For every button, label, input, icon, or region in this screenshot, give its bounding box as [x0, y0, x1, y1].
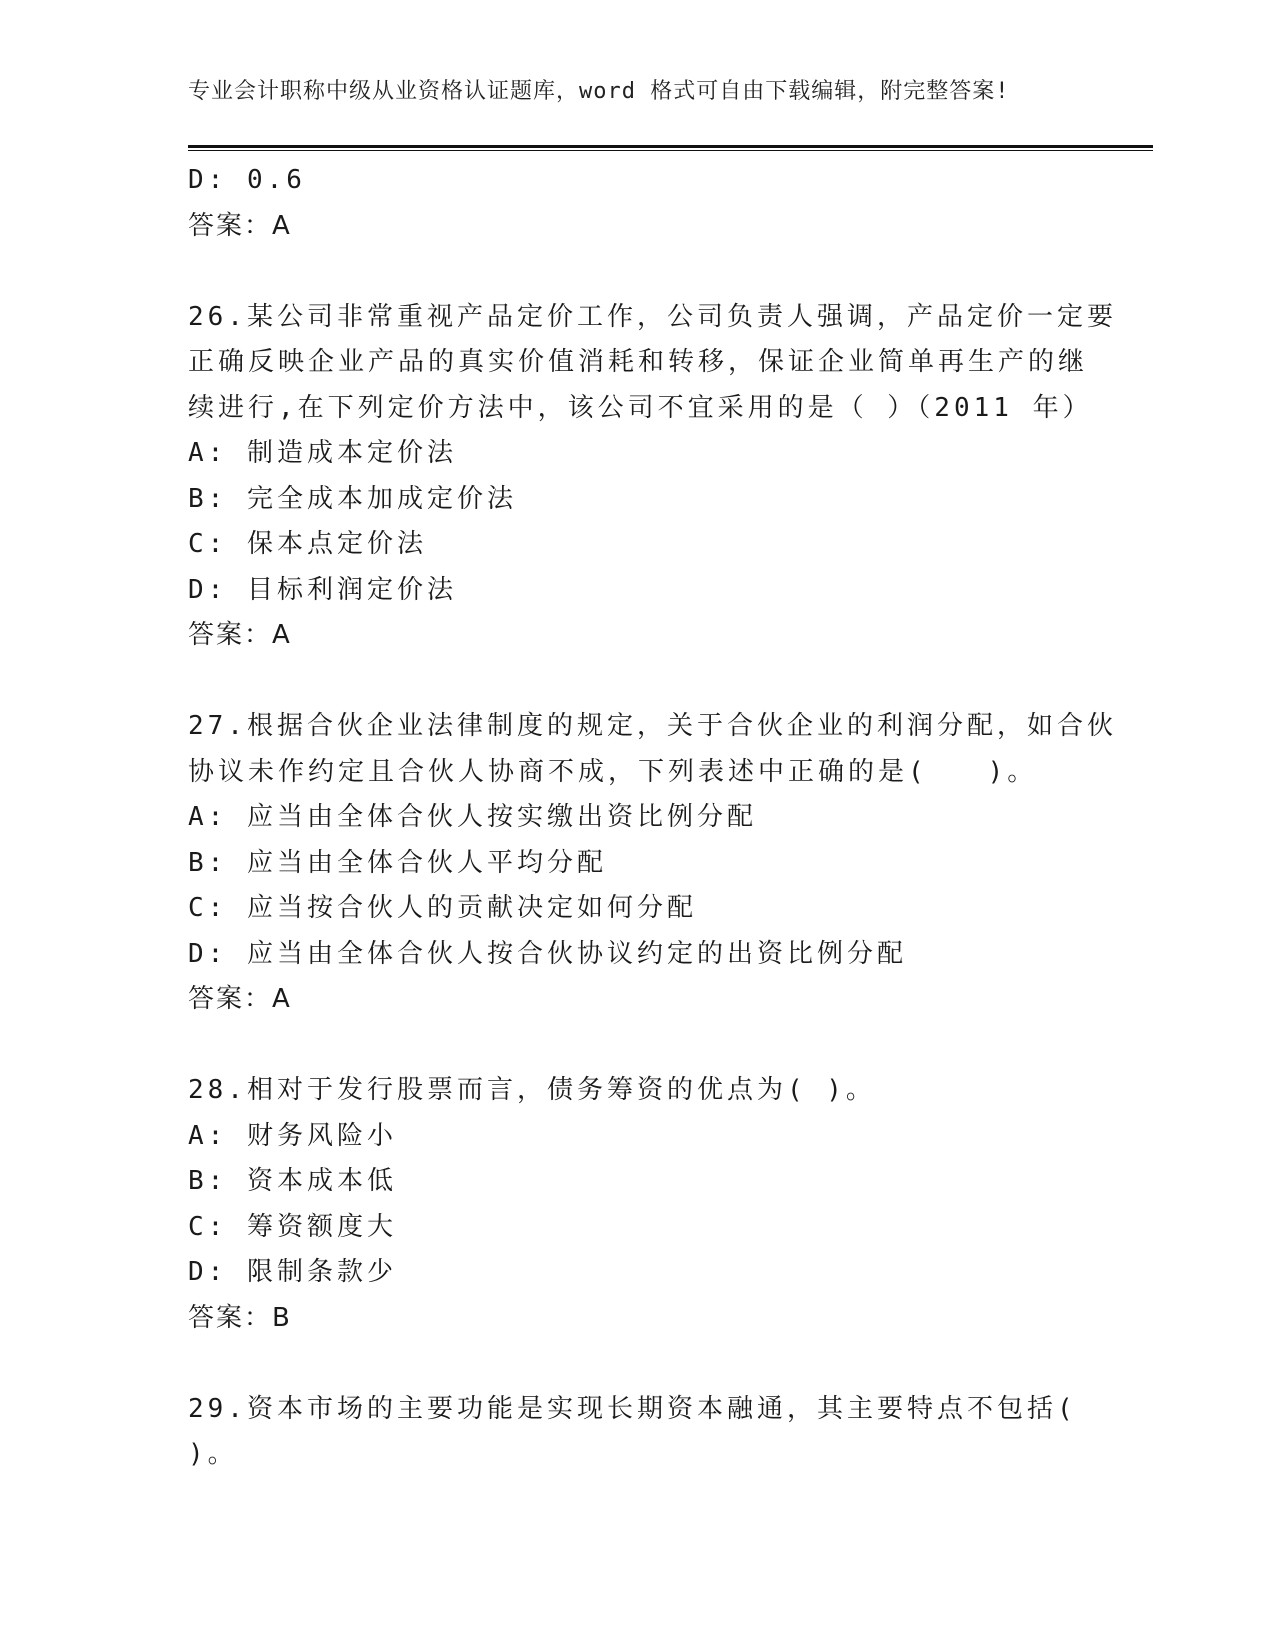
- option-c: C: 应当按合伙人的贡献决定如何分配: [188, 893, 697, 923]
- option-c: C: 保本点定价法: [188, 529, 427, 559]
- page-header: 专业会计职称中级从业资格认证题库，word 格式可自由下载编辑，附完整答案!: [188, 79, 1010, 104]
- option-a: A: 应当由全体合伙人按实缴出资比例分配: [188, 802, 757, 832]
- question-26: [188, 295, 1117, 659]
- question-text: 26.某公司非常重视产品定价工作，公司负责人强调，产品定价一定要: [188, 301, 1117, 332]
- option-d: D: 应当由全体合伙人按合伙协议约定的出资比例分配: [188, 938, 907, 969]
- option-a: A: 财务风险小: [188, 1120, 397, 1151]
- option-d: D: 目标利润定价法: [188, 574, 457, 605]
- answer: 答案：A: [188, 984, 292, 1014]
- option-d: D: 限制条款少: [188, 1257, 397, 1287]
- question-text: )。: [188, 1439, 238, 1469]
- document-body: [188, 158, 1117, 1478]
- option-b: B: 资本成本低: [188, 1166, 397, 1196]
- answer: 答案：A: [188, 620, 292, 650]
- question-text: 协议未作约定且合伙人协商不成，下列表述中正确的是( )。: [188, 756, 1038, 787]
- question-text: 27.根据合伙企业法律制度的规定，关于合伙企业的利润分配，如合伙: [188, 711, 1117, 741]
- option-b: B: 完全成本加成定价法: [188, 483, 517, 514]
- answer: 答案：B: [188, 1302, 292, 1333]
- question-text: 正确反映企业产品的真实价值消耗和转移，保证企业简单再生产的继: [188, 347, 1089, 377]
- header-rule: [188, 145, 1153, 151]
- question-29: [188, 1387, 1088, 1478]
- option-d: D: 0.6: [188, 165, 306, 195]
- question-27: [188, 704, 1117, 1023]
- option-c: C: 筹资额度大: [188, 1211, 397, 1242]
- question-text: 29.资本市场的主要功能是实现长期资本融通，其主要特点不包括(: [188, 1393, 1077, 1424]
- option-b: B: 应当由全体合伙人平均分配: [188, 847, 607, 878]
- question-text: 28.相对于发行股票而言，债务筹资的优点为( )。: [188, 1075, 876, 1105]
- answer: 答案：A: [188, 210, 292, 241]
- question-text: 续进行,在下列定价方法中，该公司不宜采用的是（ ）（2011 年）: [188, 392, 1093, 423]
- question-28: [188, 1068, 1088, 1341]
- option-a: A: 制造成本定价法: [188, 438, 457, 468]
